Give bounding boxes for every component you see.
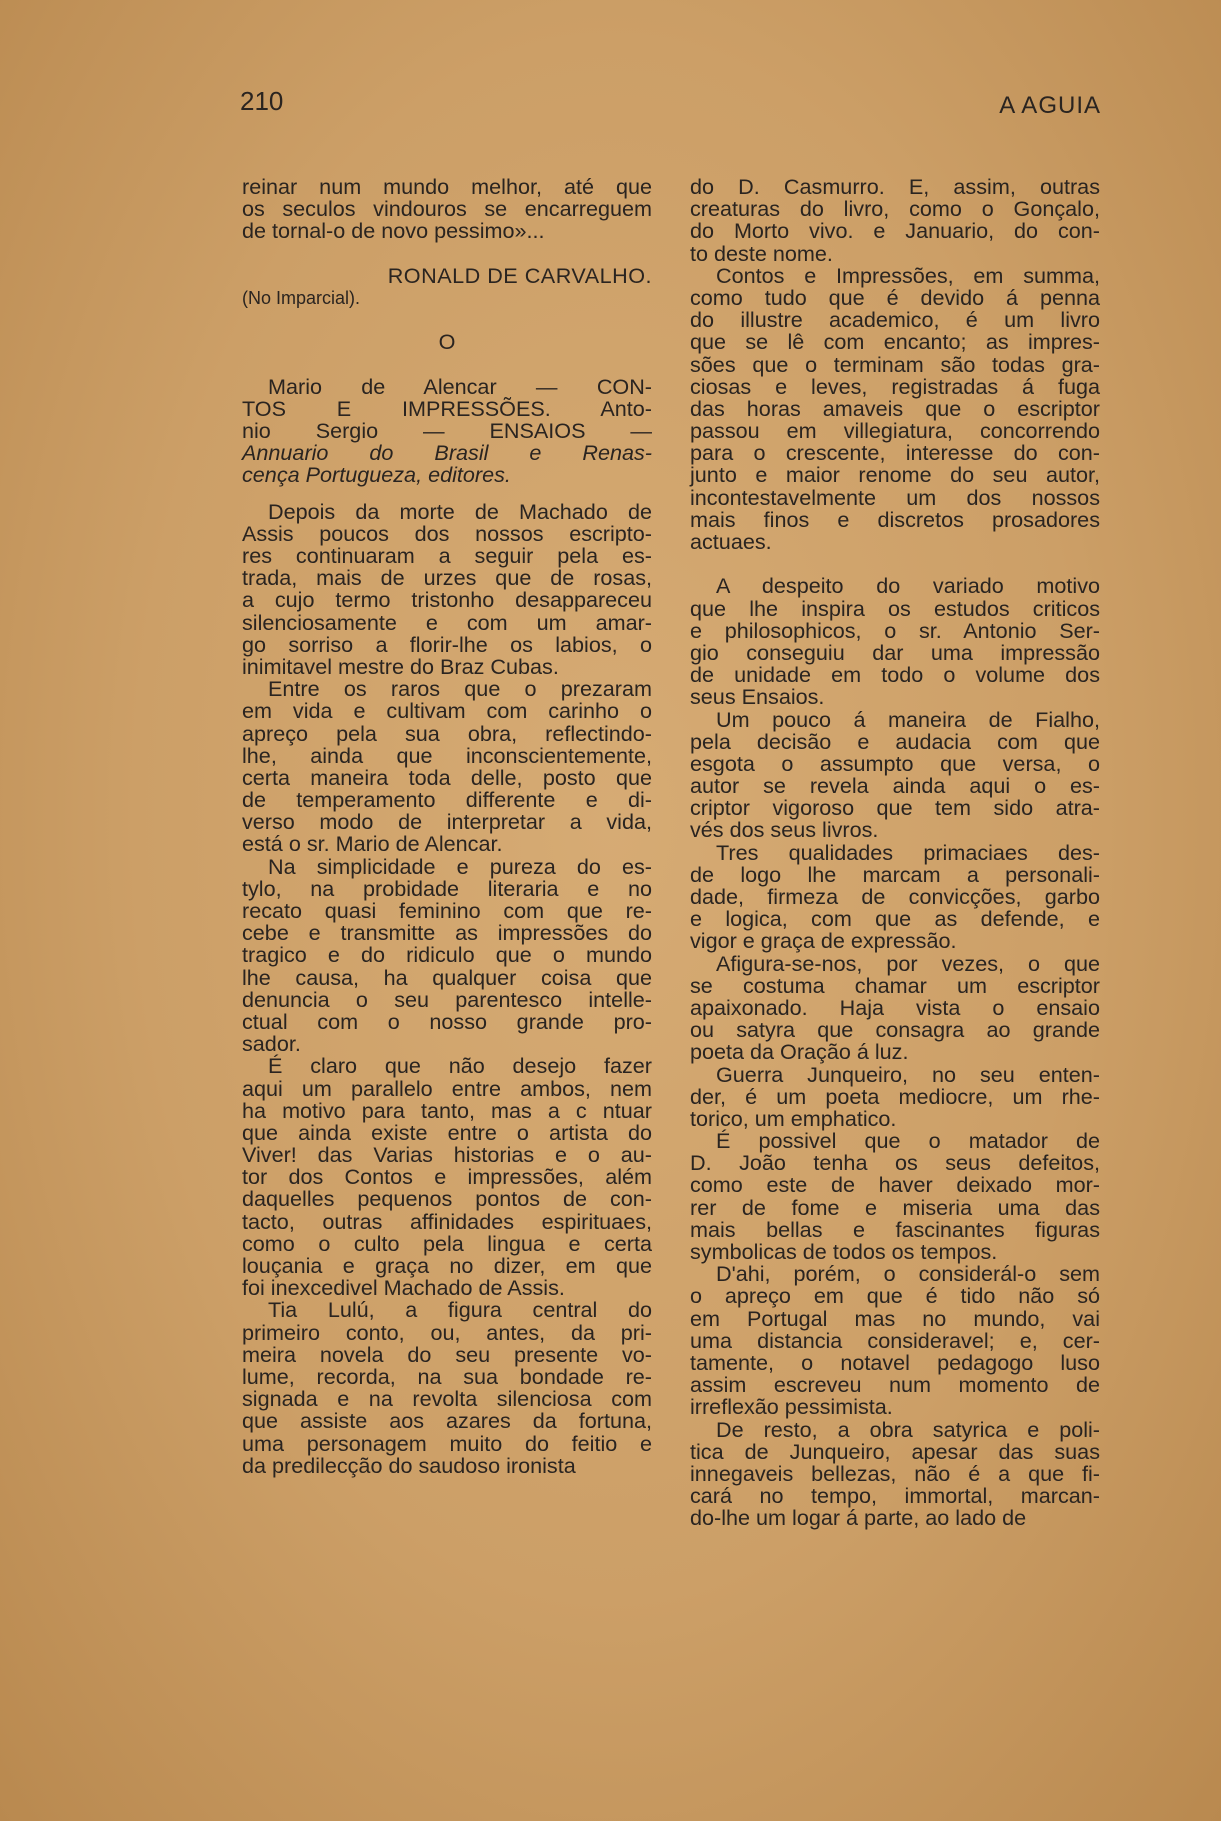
- text-line: certa maneira toda delle, posto que: [242, 764, 652, 790]
- text-line: das horas amaveis que o escriptor: [690, 395, 1100, 421]
- text-line: innegaveis bellezas, não é a que fi-: [690, 1460, 1100, 1486]
- text-line: É possivel que o matador de: [716, 1128, 1100, 1154]
- text-line: os seculos vindouros se encarreguem: [242, 196, 652, 222]
- text-line: É claro que não desejo fazer: [268, 1053, 652, 1079]
- text-line: sador.: [242, 1031, 301, 1057]
- paragraph: [242, 1299, 652, 1477]
- text-line: pela decisão e audacia com que: [690, 728, 1100, 754]
- text-line: inimitavel mestre do Braz Cubas.: [242, 653, 559, 679]
- text-line: sões que o terminam são todas gra-: [690, 351, 1100, 377]
- left-column: [242, 176, 652, 1477]
- text-line: apaixonado. Haja vista o ensaio: [690, 994, 1100, 1020]
- text-line: ciosas e leves, registradas á fuga: [690, 373, 1100, 399]
- source-note: (No Imparcial).: [242, 287, 361, 308]
- text-line: primeiro conto, ou, antes, da pri-: [242, 1319, 652, 1345]
- text-line: Guerra Junqueiro, no seu enten-: [716, 1061, 1100, 1087]
- text-line: aqui um parallelo entre ambos, nem: [242, 1075, 652, 1101]
- text-line: A despeito do variado motivo: [716, 573, 1100, 599]
- text-line: Na simplicidade e pureza do es-: [268, 853, 652, 879]
- text-line: para o crescente, interesse do con-: [690, 440, 1100, 466]
- text-line: como este de haver deixado mor-: [690, 1172, 1100, 1198]
- text-line: denuncia o seu parentesco intelle-: [242, 986, 652, 1012]
- text-line: tacto, outras affinidades espirituaes,: [242, 1208, 652, 1234]
- text-line: vigor e graça de expressão.: [690, 928, 957, 954]
- text-line: seus Ensaios.: [690, 684, 825, 710]
- paragraph: [690, 1061, 1100, 1131]
- text-line: Afigura-se-nos, por vezes, o que: [716, 950, 1100, 976]
- text-line: trada, mais de urzes que de rosas,: [242, 565, 652, 591]
- text-line: louçania e graça no dizer, em que: [242, 1253, 652, 1278]
- text-line: meira novela do seu presente vo-: [242, 1341, 652, 1367]
- text-line: der, é um poeta mediocre, um rhe-: [690, 1083, 1100, 1109]
- text-line: poeta da Oração á luz.: [690, 1039, 909, 1065]
- text-line: gio conseguiu dar uma impressão: [690, 639, 1100, 665]
- text-line: tamente, o notavel pedagogo luso: [690, 1349, 1100, 1375]
- text-line: foi inexcedivel Machado de Assis.: [242, 1275, 565, 1301]
- text-line: recato quasi feminino com que re-: [242, 898, 652, 923]
- paragraph: [690, 262, 1100, 554]
- text-line: Viver! das Varias historias e o au-: [242, 1142, 652, 1168]
- text-line: como o culto pela lingua e certa: [242, 1230, 652, 1256]
- text-line: Depois da morte de Machado de: [268, 498, 652, 524]
- text-line: que ainda existe entre o artista do: [242, 1119, 652, 1145]
- text-line: se costuma chamar um escriptor: [690, 972, 1100, 998]
- text-line: D. João tenha os seus defeitos,: [690, 1150, 1100, 1176]
- text-line: e philosophicos, o sr. Antonio Ser-: [690, 617, 1100, 643]
- running-head: A AGUIA: [999, 92, 1101, 119]
- text-line: daquelles pequenos pontos de con-: [242, 1186, 652, 1212]
- paragraph: [242, 1055, 652, 1299]
- text-line: vés dos seus livros.: [690, 817, 879, 843]
- paragraph: [242, 498, 652, 679]
- text-line: rer de fome e miseria uma das: [690, 1194, 1100, 1220]
- text-line: de temperamento differente e di-: [242, 787, 652, 813]
- text-line: lhe, ainda que inconscientemente,: [242, 742, 652, 768]
- text-line: uma personagem muito do feitio e: [242, 1430, 652, 1456]
- text-line: de logo lhe marcam a personali-: [690, 861, 1100, 887]
- text-line: apreço pela sua obra, reflectindo-: [242, 720, 652, 746]
- text-line: do Morto vivo. e Januario, do con-: [690, 218, 1100, 244]
- text-line: creaturas do livro, como o Gonçalo,: [690, 196, 1100, 222]
- text-line: de unidade em todo o volume dos: [690, 662, 1100, 688]
- paragraph: [690, 575, 1100, 708]
- page-header: [0, 86, 1221, 126]
- text-line: res continuaram a seguir pela es-: [242, 543, 652, 568]
- text-line: mais finos e discretos prosadores: [690, 506, 1100, 532]
- paragraph: [690, 839, 1100, 954]
- text-line: Assis poucos dos nossos escripto-: [242, 520, 652, 546]
- paragraph: [690, 1130, 1100, 1263]
- text-line: mais bellas e fascinantes figuras: [690, 1216, 1100, 1242]
- text-line: criptor vigoroso que tem sido atra-: [690, 795, 1100, 821]
- text-line: actuaes.: [690, 529, 772, 554]
- text-line: esgota o assumpto que versa, o: [690, 750, 1100, 776]
- review-heading-line: TOS E IMPRESSÕES. Anto-: [242, 395, 652, 421]
- review-heading-line: cença Portugueza, editores.: [242, 462, 511, 488]
- text-line: em vida e cultivam com carinho o: [242, 698, 652, 724]
- page-number: 210: [240, 86, 284, 116]
- text-line: ha motivo para tanto, mas a c ntuar: [242, 1097, 652, 1123]
- text-line: a cujo termo tristonho desappareceu: [242, 587, 652, 613]
- text-line: do-lhe um logar á parte, ao lado de: [690, 1505, 1027, 1531]
- text-line: reinar num mundo melhor, até que: [242, 174, 652, 199]
- text-line: uma distancia consideravel; e, cer-: [690, 1327, 1100, 1353]
- paragraph: [242, 678, 652, 856]
- text-line: De resto, a obra satyrica e poli-: [716, 1416, 1100, 1442]
- paragraph: [690, 950, 1100, 1065]
- text-line: passou em villegiatura, concorrendo: [690, 418, 1100, 444]
- review-heading-line: Annuario do Brasil e Renas-: [242, 440, 652, 466]
- text-line: o apreço em que é tido não só: [690, 1283, 1100, 1309]
- section-mark: O: [438, 329, 456, 355]
- text-line: Entre os raros que o prezaram: [268, 676, 652, 702]
- text-line: e logica, com que as defende, e: [690, 906, 1100, 932]
- author-signature: RONALD DE CARVALHO.: [387, 262, 652, 288]
- paragraph: [690, 176, 1100, 265]
- text-line: irreflexão pessimista.: [690, 1394, 893, 1420]
- text-line: Um pouco á maneira de Fialho,: [716, 706, 1100, 732]
- text-line: que lhe inspira os estudos criticos: [690, 595, 1100, 621]
- text-line: que assiste aos azares da fortuna,: [242, 1408, 652, 1434]
- text-line: signada e na revolta silenciosa com: [242, 1386, 652, 1412]
- text-line: tragico e do ridiculo que o mundo: [242, 942, 652, 968]
- text-line: ctual com o nosso grande pro-: [242, 1008, 652, 1034]
- paragraph: [690, 1416, 1100, 1531]
- text-line: como tudo que é devido á penna: [690, 284, 1100, 310]
- text-line: incontestavelmente um dos nossos: [690, 484, 1100, 510]
- paragraph: [690, 706, 1100, 843]
- text-line: do illustre academico, é um livro: [690, 307, 1100, 333]
- text-line: que se lê com encanto; as impres-: [690, 329, 1100, 355]
- text-line: lume, recorda, na sua bondade re-: [242, 1363, 652, 1389]
- text-line: de tornal-o de novo pessimo»...: [242, 218, 545, 244]
- paragraph: [242, 853, 652, 1057]
- text-line: do D. Casmurro. E, assim, outras: [690, 174, 1100, 199]
- text-line: junto e maior renome do seu autor,: [690, 462, 1100, 488]
- review-heading-line: Mario de Alencar — CON-: [268, 373, 652, 399]
- text-line: em Portugal mas no mundo, vai: [690, 1305, 1100, 1331]
- text-line: dade, firmeza de convicções, garbo: [690, 884, 1100, 909]
- text-line: cará no tempo, immortal, marcan-: [690, 1483, 1100, 1509]
- text-line: lhe causa, ha qualquer coisa que: [242, 964, 652, 990]
- text-line: symbolicas de todos os tempos.: [690, 1239, 998, 1264]
- text-line: da predilecção do saudoso ironista: [242, 1452, 576, 1478]
- text-line: ou satyra que consagra ao grande: [690, 1017, 1100, 1043]
- text-line: silenciosamente e com um amar-: [242, 609, 652, 635]
- text-line: go sorriso a florir-lhe os labios, o: [242, 631, 652, 657]
- text-line: D'ahi, porém, o considerál-o sem: [716, 1261, 1100, 1287]
- text-line: Tia Lulú, a figura central do: [268, 1297, 652, 1323]
- paragraph: [690, 1263, 1100, 1418]
- review-heading-line: nio Sergio — ENSAIOS —: [242, 418, 652, 444]
- text-line: tor dos Contos e impressões, além: [242, 1164, 652, 1190]
- text-line: tica de Junqueiro, apesar das suas: [690, 1438, 1100, 1464]
- text-line: autor se revela ainda aqui o es-: [690, 773, 1100, 799]
- text-line: verso modo de interpretar a vida,: [242, 809, 652, 835]
- text-line: assim escreveu num momento de: [690, 1372, 1100, 1398]
- text-line: está o sr. Mario de Alencar.: [242, 831, 503, 857]
- text-line: Tres qualidades primaciaes des-: [716, 839, 1100, 865]
- text-line: cebe e transmitte as impressões do: [242, 920, 652, 946]
- text-line: Contos e Impressões, em summa,: [716, 262, 1100, 288]
- right-column: [690, 176, 1100, 1529]
- text-line: tylo, na probidade literaria e no: [242, 875, 652, 901]
- text-line: to deste nome.: [690, 240, 833, 266]
- text-line: torico, um emphatico.: [690, 1105, 897, 1131]
